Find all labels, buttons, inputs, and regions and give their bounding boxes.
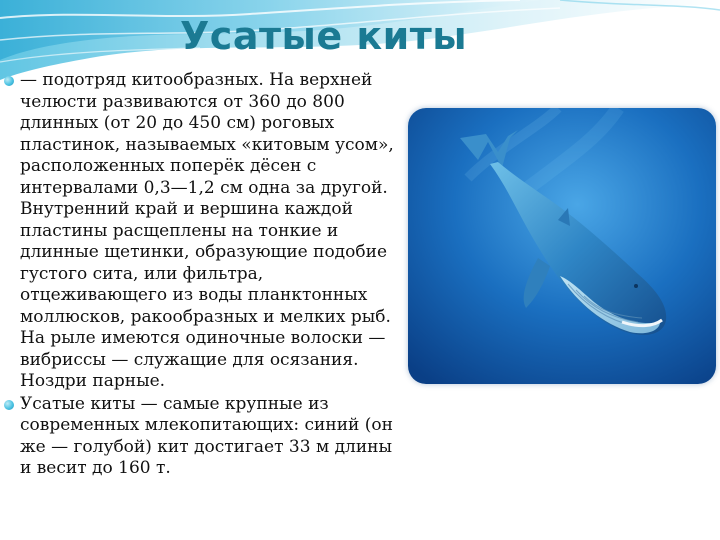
- bullet-dot-icon: [4, 400, 14, 410]
- slide-title: Усатые киты: [180, 14, 468, 58]
- slide-body: [4, 70, 408, 480]
- bullet-item-size: [4, 394, 408, 480]
- whale-photo: [408, 108, 716, 384]
- blue-whale-illustration: [408, 108, 716, 384]
- bullet-item-definition: [4, 70, 408, 393]
- bullet-text: — подотряд китообразных. На верхней челюсти развиваются от 360 до 800 длинных (от 20 до 450 см) роговых пластинок, называемых «китовым усом», расположенных поперёк дёсен с интервалами 0,3—1,2 см одна за другой. Внутренний край и вершина каждой пластины расщеплены на тонкие и длинные щетинки, образующие подобие густого сита, или фильтра, отцеживающего из воды планктонных моллюсков, ракообразных и мелких рыб. На рыле имеются одиночные волоски — вибриссы — служащие для осязания. Ноздри парные.: [20, 70, 394, 391]
- bullet-text: Усатые киты — самые крупные из современных млекопитающих: синий (он же — голубой) кит достигает 33 м длины и весит до 160 т.: [20, 393, 393, 478]
- bullet-dot-icon: [4, 76, 14, 86]
